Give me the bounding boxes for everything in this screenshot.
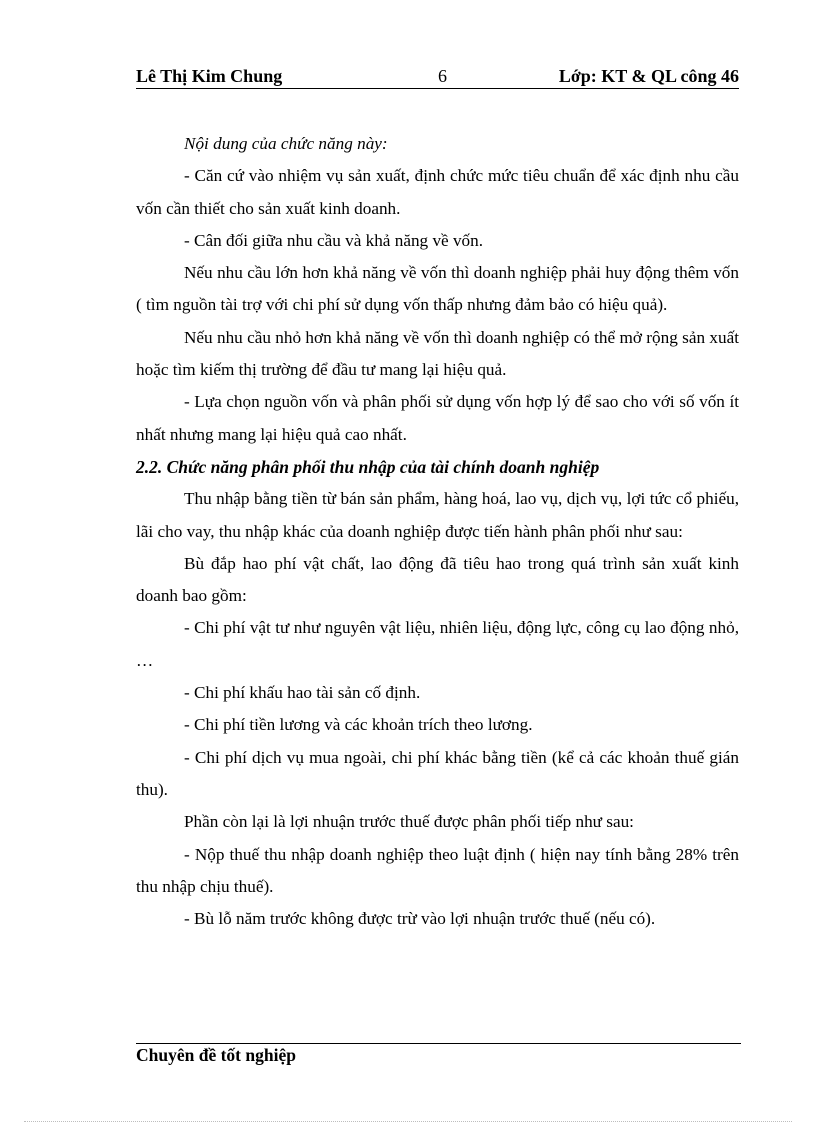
list-item-depreciation: - Chi phí khấu hao tài sản cố định. (184, 683, 421, 703)
paragraph-compensation: Bù đắp hao phí vật chất, lao động đã tiêu hao trong quá trình sản xuất kinh doanh bao gồm: (136, 553, 739, 606)
footer-divider (136, 1043, 741, 1044)
page-edge-divider (24, 1121, 792, 1122)
paragraph-remaining-profit: Phần còn lại là lợi nhuận trước thuế được phân phối tiếp như sau: (184, 812, 634, 832)
paragraph-need-smaller: Nếu nhu cầu nhỏ hơn khả năng về vốn thì doanh nghiệp có thể mở rộng sản xuất hoặc tìm kiếm thị trường để đầu tư mang lại hiệu quả. (136, 327, 739, 380)
page-header (136, 64, 739, 89)
author-name: Lê Thị Kim Chung (136, 66, 283, 86)
list-item-tax: - Nộp thuế thu nhập doanh nghiệp theo luật định ( hiện nay tính bằng 28% trên thu nhập chịu thuế). (136, 844, 739, 896)
paragraph-content-intro: Nội dung của chức năng này: (184, 134, 388, 153)
page-number: 6 (438, 66, 447, 86)
list-item-materials: - Chi phí vật tư như nguyên vật liệu, nhiên liệu, động lực, công cụ lao động nhỏ, … (136, 618, 739, 670)
footer-title: Chuyên đề tốt nghiệp (136, 1045, 296, 1065)
class-info: Lớp: KT & QL công 46 (558, 66, 739, 86)
paragraph-capital-choice: - Lựa chọn nguồn vốn và phân phối sử dụng vốn hợp lý để sao cho với số vốn ít nhất nhưng mang lại hiệu quả cao nhất. (136, 392, 739, 444)
list-item-loss: - Bù lỗ năm trước không được trừ vào lợi nhuận trước thuế (nếu có). (184, 909, 656, 929)
paragraph-income: Thu nhập bằng tiền từ bán sản phẩm, hàng hoá, lao vụ, dịch vụ, lợi tức cổ phiếu, lãi cho vay, thu nhập khác của doanh nghiệp được tiến hành phân phối như sau: (136, 489, 739, 541)
list-item-services: - Chi phí dịch vụ mua ngoài, chi phí khác bằng tiền (kể cả các khoản thuế gián thu). (136, 747, 739, 799)
document-body (136, 128, 739, 935)
paragraph-capital-need: - Căn cứ vào nhiệm vụ sản xuất, định chức mức tiêu chuẩn để xác định nhu cầu vốn cần thiết cho sản xuất kinh doanh. (136, 166, 739, 218)
paragraph-balance: - Cân đối giữa nhu cầu và khả năng về vốn. (184, 230, 484, 250)
section-heading: 2.2. Chức năng phân phối thu nhập của tài chính doanh nghiệp (136, 456, 600, 477)
paragraph-need-greater: Nếu nhu cầu lớn hơn khả năng về vốn thì doanh nghiệp phải huy động thêm vốn ( tìm nguồn tài trợ với chi phí sử dụng vốn thấp nhưng đảm bảo có hiệu quả). (136, 263, 739, 315)
list-item-salary: - Chi phí tiền lương và các khoản trích theo lương. (184, 715, 533, 735)
